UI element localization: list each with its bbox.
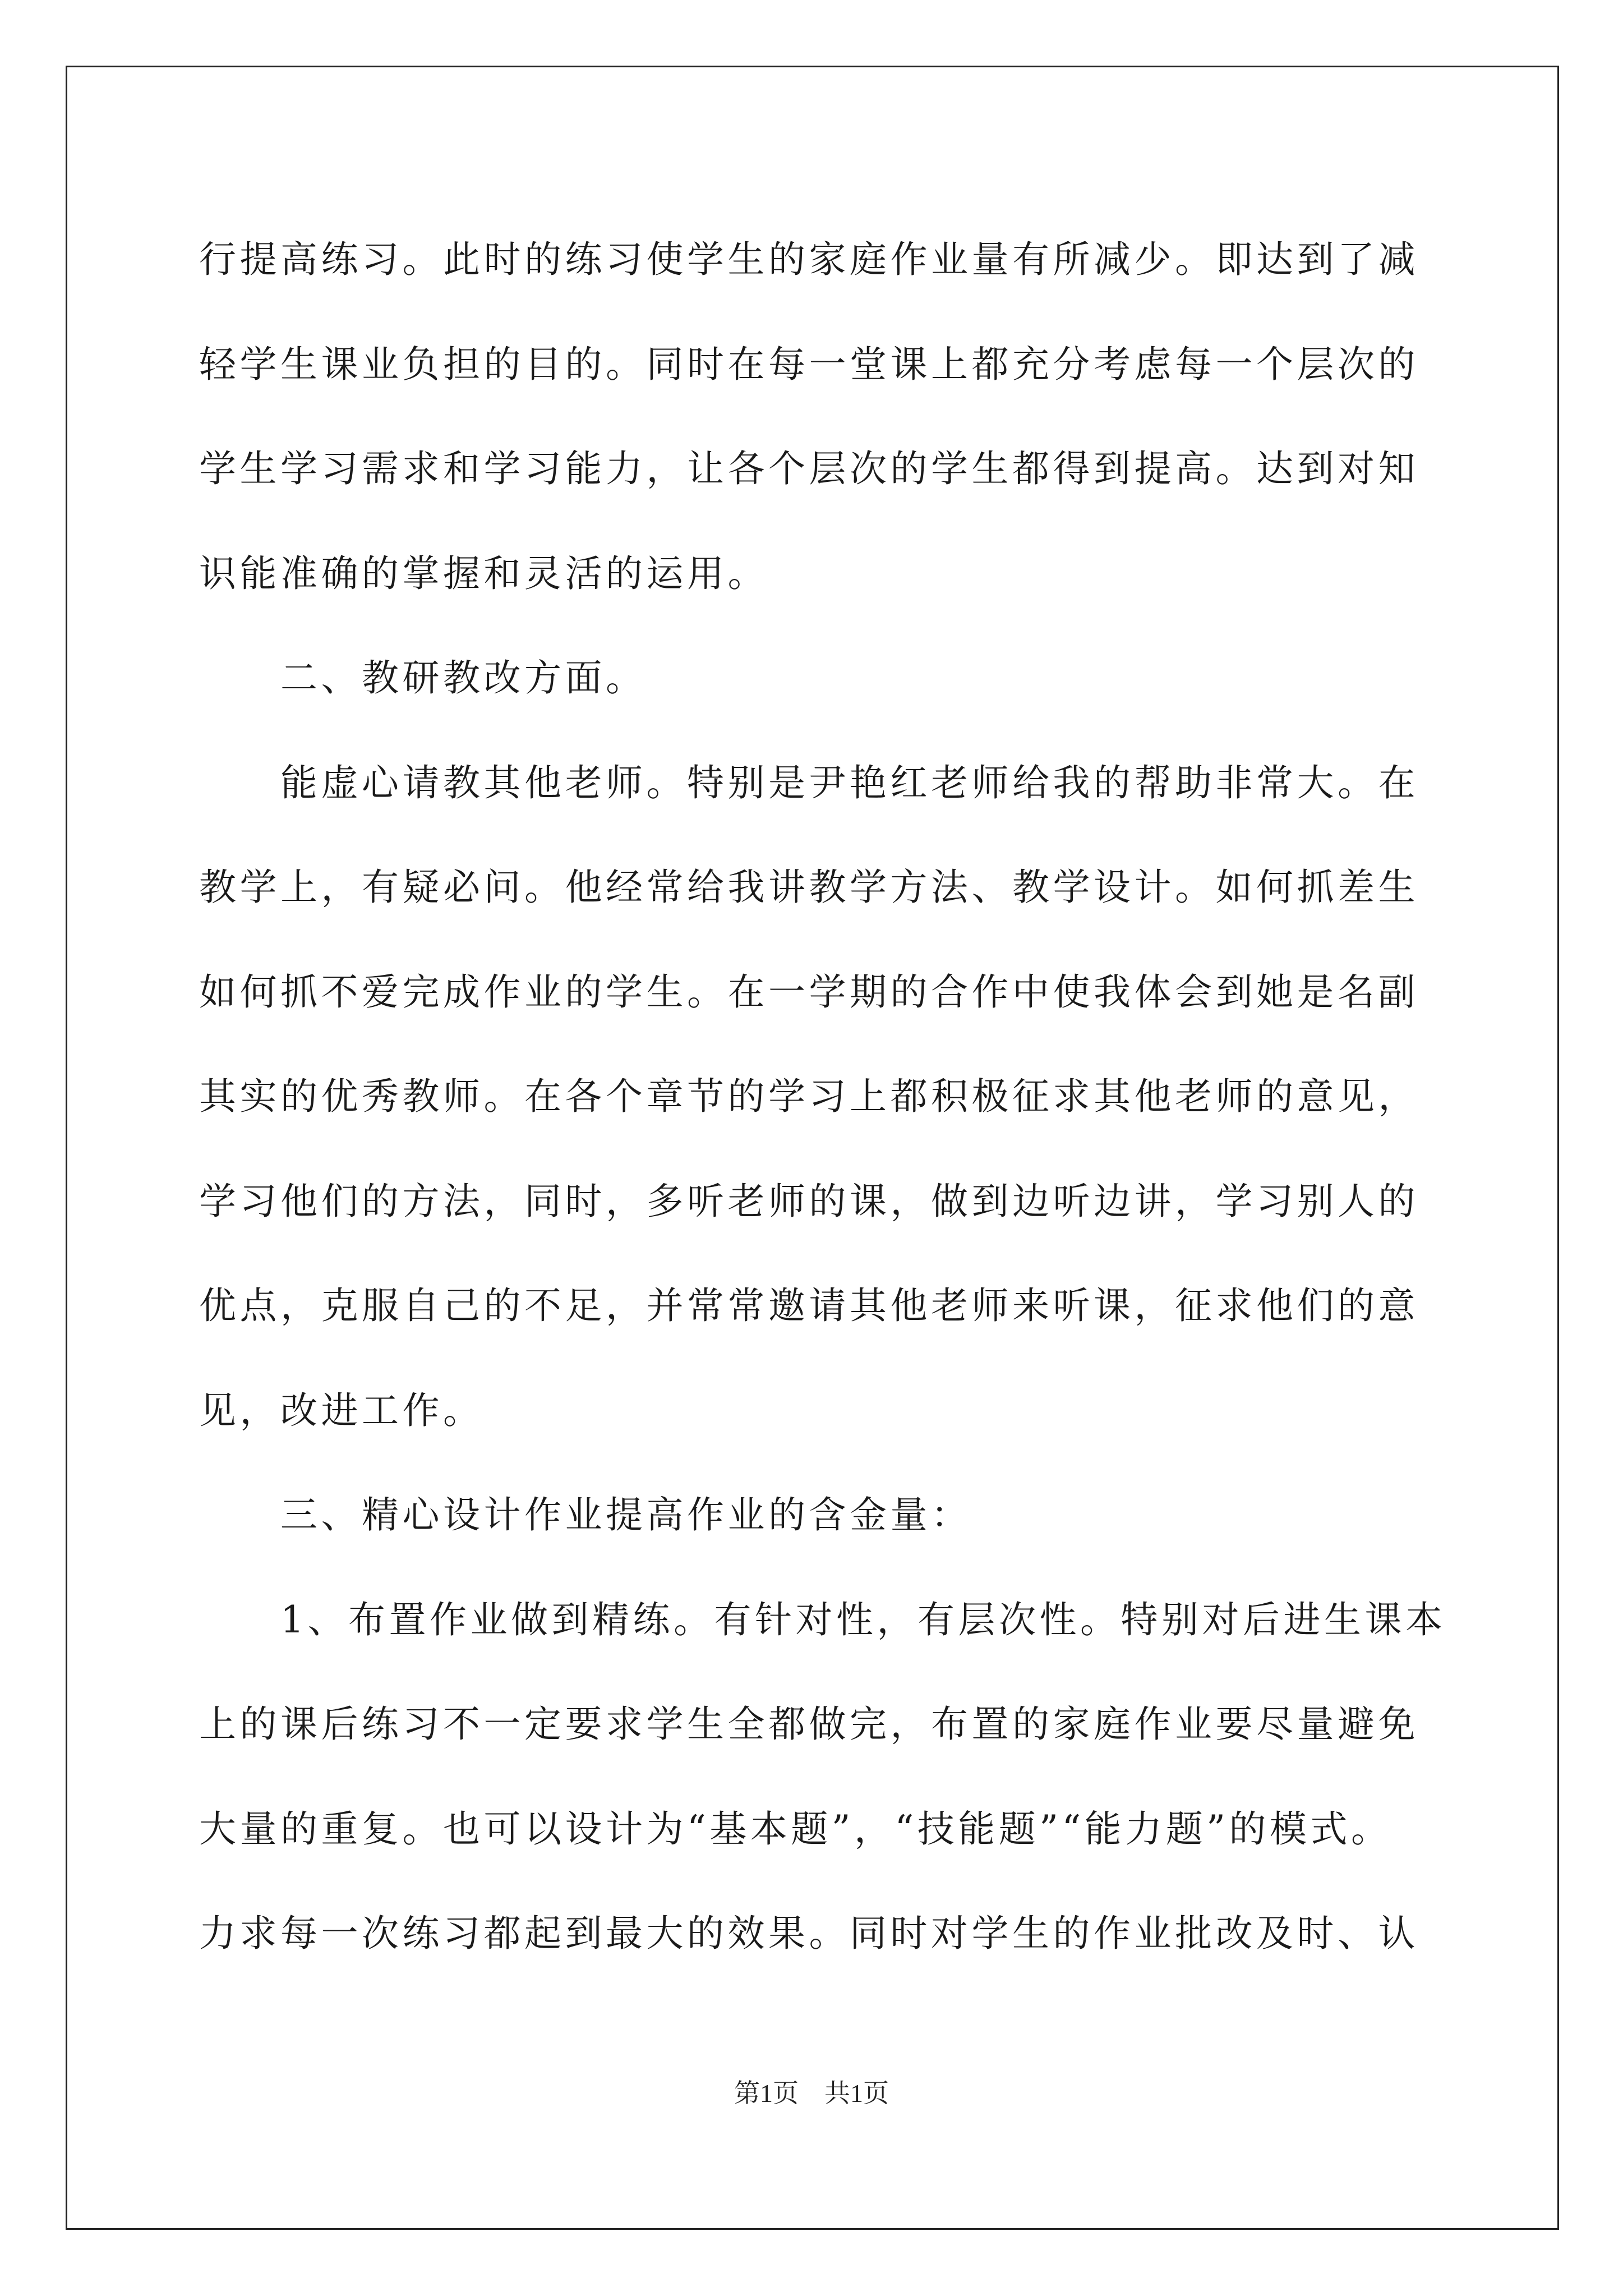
text-line: 学生学习需求和学习能力，让各个层次的学生都得到提高。达到对知: [199, 447, 1419, 490]
text-line: 1、布置作业做到精练。有针对性，有层次性。特别对后进生课本: [280, 1598, 1446, 1641]
page-number-footer: 第1页 共1页: [734, 2079, 889, 2108]
document-body: [199, 208, 1446, 1986]
text-line: 大量的重复。也可以设计为“基本题”，“技能题”“能力题”的模式。: [199, 1807, 1392, 1851]
section-heading: 三、精心设计作业提高作业的含金量：: [280, 1493, 972, 1536]
text-line: 其实的优秀教师。在各个章节的学习上都积极征求其他老师的意见，: [199, 1075, 1419, 1118]
text-line: 如何抓不爱完成作业的学生。在一学期的合作中使我体会到她是名副: [199, 970, 1419, 1014]
text-line: 优点，克服自己的不足，并常常邀请其他老师来听课，征求他们的意: [199, 1284, 1419, 1327]
text-line: 轻学生课业负担的目的。同时在每一堂课上都充分考虑每一个层次的: [199, 342, 1419, 386]
text-line: 上的课后练习不一定要求学生全都做完，布置的家庭作业要尽量避免: [199, 1703, 1419, 1746]
text-line: 识能准确的掌握和灵活的运用。: [199, 551, 768, 595]
text-line: 教学上，有疑必问。他经常给我讲教学方法、教学设计。如何抓差生: [199, 866, 1419, 909]
text-line: 行提高练习。此时的练习使学生的家庭作业量有所减少。即达到了减: [199, 238, 1419, 281]
text-line: 力求每一次练习都起到最大的效果。同时对学生的作业批改及时、认: [199, 1912, 1419, 1955]
section-heading: 二、教研教改方面。: [280, 656, 647, 700]
text-line: 学习他们的方法，同时，多听老师的课，做到边听边讲，学习别人的: [199, 1179, 1419, 1223]
text-line: 见，改进工作。: [199, 1388, 484, 1432]
text-line: 能虚心请教其他老师。特别是尹艳红老师给我的帮助非常大。在: [280, 761, 1419, 804]
